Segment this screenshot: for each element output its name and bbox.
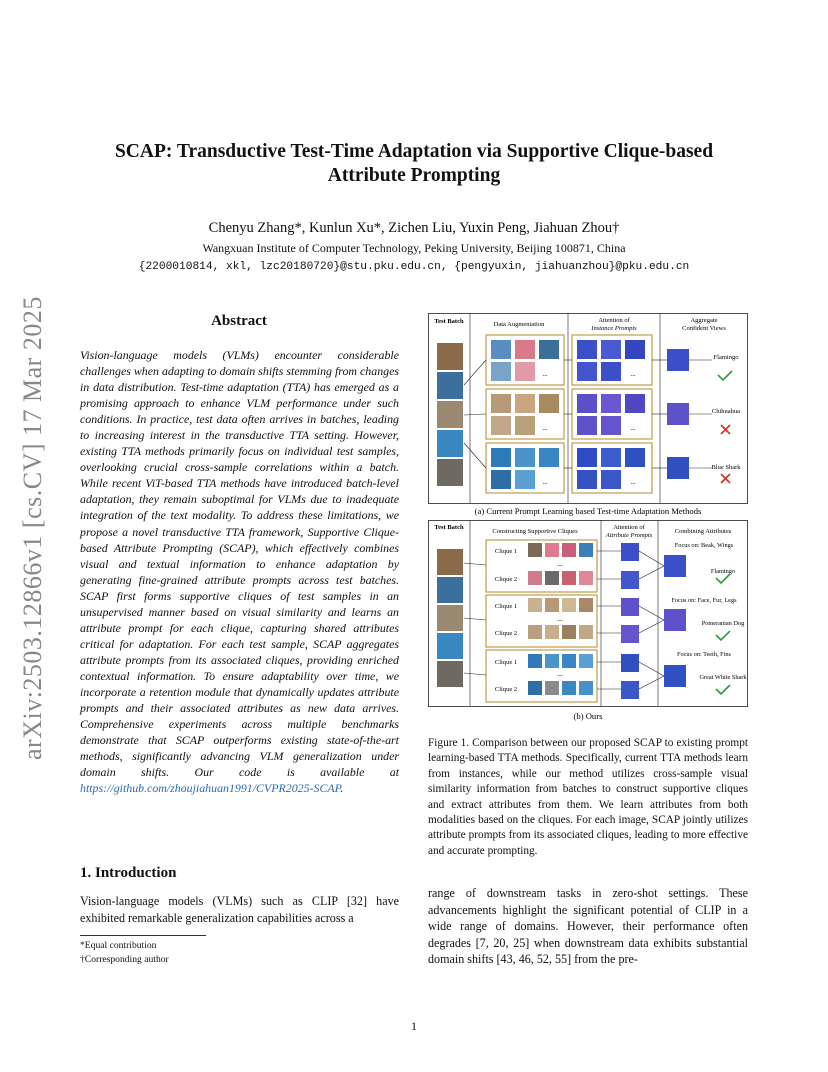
- intro-left-text: Vision-language models (VLMs) such as CLIP [32] have exhibited remarkable generalization capabilities across a: [80, 894, 399, 925]
- a-data-aug-rows: [486, 335, 564, 493]
- b-col-test-batch: Test Batch: [434, 524, 464, 531]
- a-dots-3: ...: [542, 478, 548, 486]
- a-col-aggregate-2: Confident Views: [682, 325, 726, 332]
- b-check-icon-1: [716, 574, 730, 583]
- a-col-data-aug: Data Augmentation: [493, 321, 545, 328]
- b-col-cliques: Constructing Supportive Cliques: [492, 528, 578, 535]
- a-cross-icon-2: [721, 474, 730, 483]
- b-clique-2c: Clique 2: [494, 686, 518, 693]
- b-focus-2: Focus on: Face, Fur, Legs: [671, 597, 737, 604]
- b-caption: (b) Ours: [573, 711, 603, 721]
- b-label-pomeranian: Pomeranian Dog: [701, 620, 745, 627]
- a-col-attention: Attention of: [598, 317, 630, 324]
- a-cross-icon-1: [721, 425, 730, 434]
- code-link[interactable]: https://github.com/zhoujiahuan1991/CVPR2025-SCAP: [80, 781, 341, 796]
- b-dots-1: ...: [557, 560, 563, 568]
- footnote-rule: [80, 935, 206, 936]
- a-aggregate-images: [667, 349, 689, 479]
- figure-caption: Figure 1. Comparison between our proposed SCAP to existing prompt learning-based TTA methods. Specifically, current TTA methods learn from instances, while our method utilizes cross-sample visual similarity information from batches to construct supportive cliques and extract attributes from them. We learn attributes from both modalities based on the cliques. For each image, SCAP jointly utilizes attribute prompts from its associated cliques, leading to more effective and accurate prompting.: [428, 737, 748, 857]
- b-clique-1c: Clique 1: [494, 659, 518, 666]
- paper-title: [90, 140, 738, 188]
- b-focus-1: Focus on: Beak, Wings: [674, 542, 734, 549]
- abstract-heading: Abstract: [211, 313, 267, 329]
- b-dots-3: ...: [557, 670, 563, 678]
- a-dots-5: ...: [630, 424, 636, 432]
- a-col-test-batch: Test Batch: [434, 318, 464, 325]
- a-caption: (a) Current Prompt Learning based Test-time Adaptation Methods: [474, 506, 702, 516]
- b-dots-2: ...: [557, 615, 563, 623]
- a-check-icon: [718, 371, 732, 380]
- a-dots-6: ...: [630, 478, 636, 486]
- b-attention-images: [621, 543, 686, 699]
- abstract-text: Vision-language models (VLMs) encounter considerable challenges when adapting to domain shifts stemming from changes in data distribution. Test-time adaptation (TTA) has emerged as a promising approach to enhance VLM performance under such conditions. In practice, test data often arrives in batches, leading to increasing interest in the transductive TTA setting. However, existing TTA methods primarily focus on individual test samples, overlooking crucial cross-sample correlations within a batch. While recent ViT-based TTA methods have introduced batch-level adaptation, they remain suboptimal for VLMs due to inadequate integration of the text modality. To address these limitations, we propose a novel transductive TTA framework, Supportive Clique-based Attribute Prompting (SCAP), which effectively combines visual and textual information to enhance adaptation by generating fine-grained attribute prompts across test batches. SCAP first forms supportive cliques of test samples in an unsupervised manner based on visual similarity and learns an attribute prompt for each clique, capturing shared attributes critical for adaptation. For each test sample, SCAP aggregates attribute prompts from its associated cliques, providing enriched contextual information. To ensure adaptability over time, we incorporate a retention module that dynamically updates attribute prompts and their associated attributes as new data arrives. Comprehensive experiments across multiple benchmarks demonstrate that SCAP outperforms existing state-of-the-art methods, significantly advancing VLM generalization under domain shifts. Our code is available at: [80, 348, 399, 780]
- a-label-flamingo: Flamingo: [713, 354, 739, 361]
- arxiv-stamp: arXiv:2503.12866v1 [cs.CV] 17 Mar 2025: [18, 296, 47, 760]
- title-line-2: Attribute Prompting: [327, 165, 501, 186]
- a-dots-4: ...: [630, 370, 636, 378]
- figure-1: [428, 313, 748, 725]
- a-attention-rows: [572, 335, 652, 493]
- a-col-attention-2: Instance Prompts: [591, 325, 637, 332]
- page-number: 1: [411, 1019, 417, 1033]
- b-focus-3: Focus on: Teeth, Fins: [676, 651, 732, 658]
- b-clique-2a: Clique 2: [494, 576, 518, 583]
- b-test-batch-images: [437, 549, 463, 687]
- b-clique-2b: Clique 2: [494, 630, 518, 637]
- footnote-equal: *Equal contribution: [80, 940, 157, 951]
- b-check-icon-2: [716, 631, 730, 640]
- footnotes: [80, 939, 380, 966]
- emails: {2200010814, xkl, lzc20180720}@stu.pku.edu.cn, {pengyuxin, jiahuanzhou}@pku.edu.cn: [138, 261, 690, 273]
- a-dots-2: ...: [542, 424, 548, 432]
- intro-heading: 1. Introduction: [80, 865, 177, 881]
- authors: Chenyu Zhang*, Kunlun Xu*, Zichen Liu, Yuxin Peng, Jiahuan Zhou†: [208, 220, 620, 236]
- a-label-chihuahua: Chihuahua: [711, 408, 741, 415]
- b-clique-1b: Clique 1: [494, 603, 518, 610]
- b-clique-boxes: [486, 540, 597, 702]
- a-col-aggregate: Aggregate: [690, 317, 718, 324]
- affiliation: Wangxuan Institute of Computer Technology, Peking University, Beijing 100871, China: [202, 241, 626, 255]
- footnote-corresponding: †Corresponding author: [80, 953, 169, 965]
- a-label-blue-shark: Blue Shark: [711, 464, 741, 471]
- b-col-attention-2: Attribute Prompts: [605, 532, 653, 539]
- b-clique-1a: Clique 1: [494, 548, 518, 555]
- b-label-great-white: Great White Shark: [699, 674, 747, 681]
- title-line-1: SCAP: Transductive Test-Time Adaptation via Supportive Clique-based: [114, 141, 714, 162]
- a-test-batch-images: [437, 343, 463, 486]
- intro-right-text: range of downstream tasks in zero-shot settings. These advancements highlight the significant potential of CLIP in a wide range of domains. However, their performance often degrades [7, 20, 25] when downstream data exhibits substantial domain shifts [43, 46, 52, 55] from the pre-: [428, 886, 748, 966]
- abstract-body: Vision-language models (VLMs) encounter considerable challenges when adapting to domain shifts stemming from changes in data distribution. Test-time adaptation (TTA) has emerged as a promising approach to enhance VLM performance under such conditions. In practice, test data often arrives in batches, leading to increasing interest in the transductive TTA setting. However, existing TTA methods primarily focus on individual test samples, overlooking crucial cross-sample correlations within a batch. While recent ViT-based TTA methods have introduced batch-level adaptation, they remain suboptimal for VLMs due to inadequate integration of the text modality. To address these limitations, we propose a novel transductive TTA framework, Supportive Clique-based Attribute Prompting (SCAP), which effectively combines visual and textual information to enhance adaptation by generating fine-grained attribute prompts across test batches. SCAP first forms supportive cliques of test samples in an unsupervised manner based on visual similarity and learns an attribute prompt for each clique, capturing shared attributes critical for adaptation. For each test sample, SCAP aggregates attribute prompts from its associated cliques, providing enriched contextual information. To ensure adaptability over time, we incorporate a retention module that dynamically updates attribute prompts and their associated attributes as new data arrives. Comprehensive experiments across multiple benchmarks demonstrate that SCAP outperforms existing state-of-the-art methods, significantly advancing VLM generalization under domain shifts. Our code is available at https://github.com/zhoujiahuan1991/CVPR2025-SCAP.: [80, 348, 399, 796]
- b-label-flamingo: Flamingo: [710, 568, 736, 575]
- b-col-attention: Attention of: [613, 524, 645, 531]
- b-col-combining: Combining Attributes: [674, 528, 732, 535]
- a-dots-1: ...: [542, 370, 548, 378]
- b-check-icon-3: [716, 685, 730, 694]
